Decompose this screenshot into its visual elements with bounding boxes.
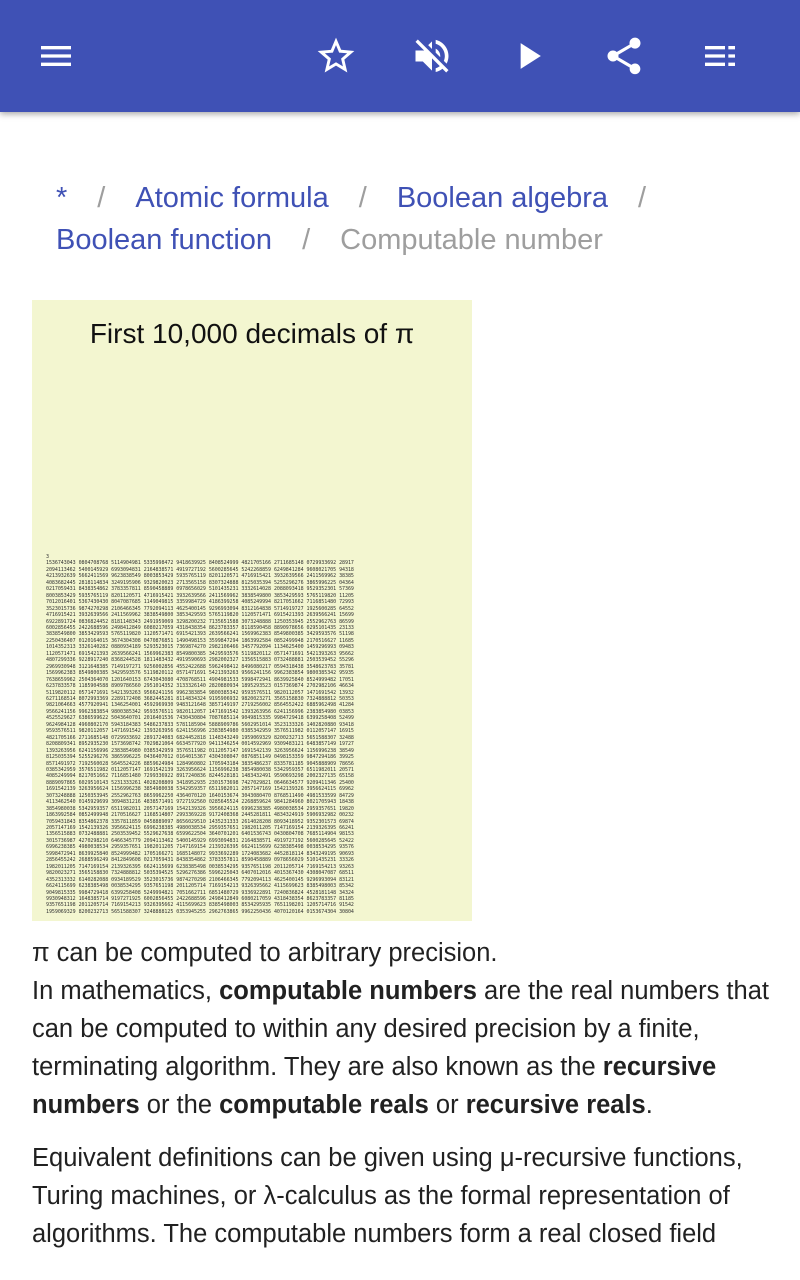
breadcrumb-separator: / <box>358 182 367 214</box>
menu-button[interactable] <box>24 24 88 88</box>
pi-digits-line: 4807299336 9228917240 8368244528 1811483432 4919590693 2982002327 1356515883 0732488881 2503539452 55296 <box>46 657 354 664</box>
pi-digits-line: 3854980038 5342959357 6511982011 2057147169 1542139326 3956624115 6996238385 4980038534 2959357651 19820 <box>46 805 354 812</box>
volume-off-icon <box>410 34 454 78</box>
pi-digits-line: 4083682445 2818114834 3249195906 9329820023 2713565158 8307324888 8125035394 5255296276 3865996225 04364 <box>46 579 354 586</box>
mute-button[interactable] <box>400 24 464 88</box>
term-computable-numbers: computable numbers <box>219 977 477 1005</box>
term-recursive-numbers: recursive numbers <box>32 1053 717 1119</box>
pi-digits-line: 4525529627 6386599622 5043640701 2016401536 7430430804 7087685114 9049815335 9984729418 6399258408 52499 <box>46 715 354 722</box>
pi-digits-line: 6271168514 8072993369 2289172408 3682445281 8114834324 9195906932 9820023271 3565158830 7324888812 50353 <box>46 695 354 702</box>
pi-digits-line: 8003853429 5935765119 8201120571 4716915421 3932639566 2411569962 3838549800 3853429593 5765119820 11205 <box>46 592 354 599</box>
pi-digits-line: 6237833578 1185904588 8909786560 2951014352 3133326140 2820880934 1895293523 0157369874 2702982106 46634 <box>46 683 354 690</box>
article-content <box>0 112 800 1280</box>
pi-digits-line: 3523015736 9874270298 2106466345 7792094113 4625400145 9296993094 8312164838 5714919727 1925600285 64552 <box>46 605 354 612</box>
breadcrumb-item-boolean-function[interactable]: Boolean function <box>56 224 273 256</box>
pi-digits-line: 8571491972 7192560028 5645524226 8859624984 1284960802 1705943184 3835486237 8335781185 9045888909 78656 <box>46 760 354 767</box>
pi-digits-line: 1393263956 6241156996 2383854980 0385342959 3576511982 0112057147 1691542139 3263956624 1156996238 38549 <box>46 747 354 754</box>
pi-digits-line: 4821705166 2711685148 0729933692 2891724083 6824452818 1148343249 1959069329 8200232713 5651588307 32488 <box>46 734 354 741</box>
definitions-paragraph: Equivalent definitions can be given using μ-recursive functions, Turing machines, or λ-calculus as the formal representation of algorithms. The computable numbers form a real closed field <box>32 1144 743 1248</box>
breadcrumb-item-boolean-algebra[interactable]: Boolean algebra <box>396 182 609 214</box>
pi-digits-line: 4716915421 3932639566 2411569962 3838549800 3853429593 5765119820 1120571471 6915421393 2639566241 15699 <box>46 612 354 619</box>
pi-digits-line: 7059431843 8354862378 3357811859 0458889097 8656029510 1435231333 2614028208 8093418952 9352301573 69874 <box>46 818 354 825</box>
breadcrumb <box>56 176 776 262</box>
pi-digits-line: 8208809341 8952935230 1573698742 7029821064 6634577920 9411346254 0014592969 9309483121 6483857149 19727 <box>46 741 354 748</box>
breadcrumb-separator: / <box>302 224 311 256</box>
pi-digits-line: 1863992584 0852499948 2170516627 1168514807 2993369228 9172408368 2445281811 4834324919 5906932982 00232 <box>46 812 354 819</box>
pi-digits-line: 9930948312 1648385714 9197271925 6002856455 2422688596 2498412849 6080217059 4318438354 8623783357 81185 <box>46 896 354 903</box>
breadcrumb-item-atomic-formula[interactable]: Atomic formula <box>135 182 329 214</box>
pi-digits-line: 2057147169 1542139326 3956624115 6996238385 4980038534 2959357651 1982011205 7147169154 2139326395 66241 <box>46 825 354 832</box>
pi-digits-line: 9624984128 4960802170 5943184383 5486237833 5781185904 5888909786 5602951014 3523133326 1402820880 93418 <box>46 721 354 728</box>
pi-digits-line: 3073248888 1250353945 2552962763 8659962250 4364070120 1640153674 3043080470 8768511490 4981533599 84729 <box>46 792 354 799</box>
pi-digits-line: 9566241156 9962383854 9800385342 9593576511 9820112057 1471691542 1393263956 6241156996 2383854980 03853 <box>46 708 354 715</box>
play-icon <box>506 34 550 78</box>
pi-digits-image[interactable] <box>32 300 472 921</box>
pi-digits-line: 1982011205 7147169154 2139326395 6624115699 6238385498 0038534295 9357651198 2011205714 7169154213 93263 <box>46 863 354 870</box>
pi-digits-line: 1536743043 0804708768 5114904981 5335998472 9418639925 8408524999 4821705166 2711685148 0729933692 28917 <box>46 560 354 567</box>
pi-digits-line: 0217059431 8438354862 3783357811 8590458889 0978656029 5101435231 3332614028 2088093418 9529352301 57369 <box>46 586 354 593</box>
pi-digits-line: 2094113462 5400145929 6993094831 2164838571 4919727192 5600285645 5242268859 6249841284 9608021705 94318 <box>46 566 354 573</box>
breadcrumb-current: Computable number <box>340 224 603 256</box>
pi-digits-line: 2856455242 2688596249 8412849608 0217059431 8438354862 3783357811 8590458889 0978656029 5101435231 33326 <box>46 857 354 864</box>
pi-digits-block <box>46 554 459 915</box>
pi-digits-line: 4213932639 5662411569 9623838549 8003853429 5935765119 8201120571 4716915421 3932639566 2411569962 38385 <box>46 573 354 580</box>
favorite-button[interactable] <box>304 24 368 88</box>
pi-digits-line: 9821064663 4577920941 1346254001 4592969930 9483121648 3857149197 2719256002 8564552422 6885962498 41284 <box>46 702 354 709</box>
pi-digits-line: 0385342959 3576511982 0112057147 1691542139 3263956624 1156996238 3854980038 5342959357 6511982011 20571 <box>46 766 354 773</box>
pi-digits-line: 3015736987 4270298210 6466345779 2094113462 5400145929 6993094831 2164838571 4919727192 5600285645 52422 <box>46 837 354 844</box>
playlist-icon <box>700 36 740 76</box>
pi-digits-line: 1691542139 3263956624 1156996238 3854980038 5342959357 6511982011 2057147169 1542139326 3956624115 69962 <box>46 786 354 793</box>
pi-digits-line: 1959069329 8200232713 5651588307 3248888125 0353945255 2962763865 9962250436 4070120164 0153674304 30804 <box>46 908 354 915</box>
pi-digits-line: 7638659962 2504364070 1201640153 6743043080 4708768511 4904981533 5998472941 8639925840 8524999482 17051 <box>46 676 354 683</box>
breadcrumb-separator: / <box>97 182 106 214</box>
term-computable-reals: computable reals <box>219 1091 429 1119</box>
pi-digits-line: 9820023271 3565158830 7324888812 5035394525 5296276386 5996225043 6407012016 4015367430 4308047087 68511 <box>46 870 354 877</box>
pi-digits-line: 6624115699 6238385498 0038534295 9357651198 2011205714 7169154213 9326395662 4115699623 8385498003 85342 <box>46 883 354 890</box>
pi-digits-line: 9049815335 9984729418 6399258408 5249994821 7051662711 6851480729 9336922891 7240836824 4528181148 34324 <box>46 889 354 896</box>
app-toolbar <box>0 0 800 112</box>
pi-digits-line: 4113462540 0145929699 3094831216 4838571491 9727192560 0285645524 2268859624 9841284960 8021705943 18438 <box>46 799 354 806</box>
menu-icon <box>36 36 76 76</box>
pi-digits-line: 8889097865 6029510143 5231333261 4028208809 3418952935 2301573698 7427029821 0646634577 9209411346 25400 <box>46 779 354 786</box>
figure-caption: π can be computed to arbitrary precision. <box>32 939 498 967</box>
play-button[interactable] <box>496 24 560 88</box>
term-recursive-reals: recursive reals <box>465 1091 646 1119</box>
breadcrumb-separator: / <box>638 182 647 214</box>
pi-digits-line: 1014352313 3326140282 0880934189 5293523015 7369874270 2982106466 3457792094 1134625400 1459296993 09483 <box>46 644 354 651</box>
pi-digits-line: 5998472941 8639925840 8524999482 1705166271 1685148072 9933692289 1724083682 4452818114 8343249195 90693 <box>46 850 354 857</box>
pi-digits-line: 3838549800 3853429593 5765119820 1120571471 6915421393 2639566241 1569962383 8549800385 3429593576 51198 <box>46 631 354 638</box>
pi-digits-line: 5119820112 0571471691 5421393263 9566241156 9962383854 9800385342 9593576511 9820112057 1471691542 13932 <box>46 689 354 696</box>
article-body <box>32 934 782 1253</box>
pi-digits-line: 6922891724 0836824452 8181148343 2491959069 3298200232 7135651588 3073248888 1250353945 2552962763 86599 <box>46 618 354 625</box>
share-icon <box>602 34 646 78</box>
pi-digits-line: 2250436407 0120164015 3674304308 0470876851 1490498153 3599847294 1863992584 0852499948 2170516627 11685 <box>46 637 354 644</box>
pi-digits-line: 3 <box>46 554 49 560</box>
pi-digits-line: 8125035394 5255296276 3865996225 0436407012 0164015367 4304308047 0876851149 0498153359 9847294186 39925 <box>46 754 354 761</box>
pi-digits-line: 9357651198 2011205714 7169154213 9326395662 4115699623 8385498003 8534295935 7651198201 1205714716 91542 <box>46 902 354 909</box>
star-outline-icon <box>314 34 358 78</box>
pi-digits-line: 6996238385 4980038534 2959357651 1982011205 7147169154 2139326395 6624115699 6238385498 0038534295 93576 <box>46 844 354 851</box>
pi-digits-line: 7012016401 5367430430 8047087685 1149049815 3359984729 4186399258 4085249994 8217051662 7116851480 72993 <box>46 599 354 606</box>
pi-digits-line: 9593576511 9820112057 1471691542 1393263956 6241156996 2383854980 0385342959 3576511982 0112057147 16915 <box>46 728 354 735</box>
pi-digits-line: 1356515883 0732488881 2503539452 5529627638 6599622504 3640701201 6401536743 0430804708 7685114904 98153 <box>46 831 354 838</box>
figure-title: First 10,000 decimals of π <box>89 318 415 349</box>
playlist-button[interactable] <box>688 24 752 88</box>
pi-digits-line: 2969930948 3121648385 7149197271 9256002856 4552422688 5962498412 8496080217 0594318438 3548623783 35781 <box>46 663 354 670</box>
pi-digits-line: 4352313332 6140282088 0934189529 3523015736 9874270298 2106466345 7792094113 4625400145 9296993094 83121 <box>46 876 354 883</box>
pi-digits-line: 1120571471 6915421393 2639566241 1569962383 8549800385 3429593576 5119820112 0571471691 5421393263 95662 <box>46 650 354 657</box>
intro-paragraph: In mathematics, computable numbers are the real numbers that can be computed to within any desired precision by a finite, terminating algorithm. They are also known as the recursive numbers or the computable reals or recursive reals. <box>32 977 769 1119</box>
pi-digits-line: 6002856455 2422688596 2498412849 6080217059 4318438354 8623783357 8118590458 8890978656 0295101435 23133 <box>46 624 354 631</box>
share-button[interactable] <box>592 24 656 88</box>
pi-digits-line: 1569962383 8549800385 3429593576 5119820112 0571471691 5421393263 9566241156 9962383854 9800385342 95935 <box>46 670 354 677</box>
breadcrumb-item-root[interactable]: * <box>56 182 68 214</box>
pi-digits-line: 4085249994 8217051662 7116851480 7299336922 8917240836 8244528181 1483432491 9590693298 2002327135 65158 <box>46 773 354 780</box>
